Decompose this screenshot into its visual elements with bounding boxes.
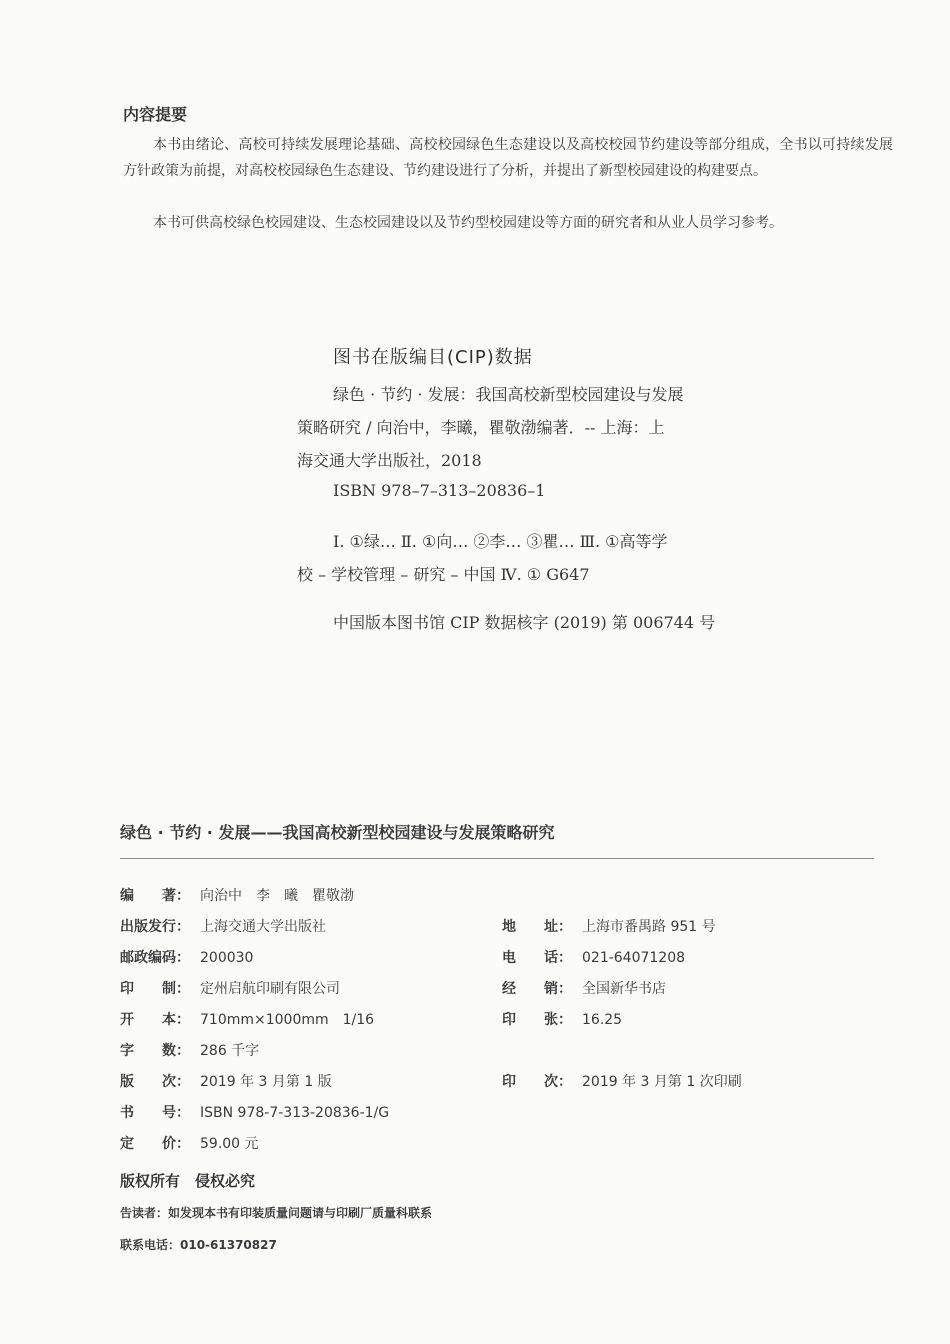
cip-entry-line-3: 海交通大学出版社，2018 (297, 451, 482, 470)
info-label: 版 次： (120, 1074, 190, 1090)
info-value: 上海市番禺路 951 号 (582, 919, 716, 935)
info-label: 字 数： (120, 1043, 190, 1059)
info-label: 邮政编码： (120, 950, 190, 966)
info-value: 286 千字 (200, 1043, 260, 1059)
info-book-number (120, 1102, 389, 1122)
abstract-paragraph-2: 本书可供高校绿色校园建设、生态校园建设以及节约型校园建设等方面的研究者和从业人员学习参考。 (153, 215, 783, 231)
info-value: 全国新华书店 (582, 981, 666, 997)
info-value: ISBN 978-7-313-20836-1/G (200, 1105, 390, 1121)
info-address (502, 916, 716, 936)
info-edition (120, 1071, 332, 1091)
info-label: 电 话： (502, 950, 572, 966)
contact-phone: 联系电话：010-61370827 (120, 1238, 277, 1252)
info-publisher (120, 916, 326, 936)
info-label: 开 本： (120, 1012, 190, 1028)
info-printing (502, 1071, 742, 1091)
info-label: 印 次： (502, 1074, 572, 1090)
info-label: 经 销： (502, 981, 572, 997)
info-value: 021-64071208 (582, 950, 686, 966)
info-editors (120, 885, 354, 905)
info-value: 上海交通大学出版社 (200, 919, 326, 935)
info-phone (502, 947, 685, 967)
divider-rule (120, 858, 874, 859)
info-sheets (502, 1009, 622, 1029)
book-title: 绿色 · 节约 · 发展——我国高校新型校园建设与发展策略研究 (120, 823, 555, 842)
info-label: 印 张： (502, 1012, 572, 1028)
info-value: 200030 (200, 950, 254, 966)
info-label: 地 址： (502, 919, 572, 935)
cip-entry-line-2: 策略研究 / 向治中，李曦，瞿敬渤编著．-- 上海：上 (297, 418, 665, 437)
info-label: 印 制： (120, 981, 190, 997)
cip-subject (297, 525, 747, 591)
cip-entry-line-1: 绿色 · 节约 · 发展：我国高校新型校园建设与发展 (333, 385, 684, 404)
abstract-paragraph-1: 本书由绪论、高校可持续发展理论基础、高校校园绿色生态建设以及高校校园节约建设等部分组成，全书以可持续发展方针政策为前提，对高校校园绿色生态建设、节约建设进行了分析，并提出了新型校园建设的构建要点。 (123, 137, 893, 179)
info-value: 59.00 元 (200, 1136, 259, 1152)
info-format (120, 1009, 374, 1029)
info-value: 2019 年 3 月第 1 版 (200, 1074, 332, 1090)
info-value: 向治中 李 曦 瞿敬渤 (200, 888, 354, 904)
cip-title: 图书在版编目(CIP)数据 (333, 347, 533, 368)
cip-verification: 中国版本图书馆 CIP 数据核字 (2019) 第 006744 号 (333, 613, 716, 632)
info-distributor (502, 978, 666, 998)
info-value: 710mm×1000mm 1/16 (200, 1012, 375, 1028)
info-label: 编 著： (120, 888, 190, 904)
cip-isbn: ISBN 978–7–313–20836–1 (333, 481, 546, 500)
cip-subject-line-2: 校 – 学校管理 – 研究 – 中国 Ⅳ. ① G647 (297, 565, 590, 584)
info-value: 2019 年 3 月第 1 次印刷 (582, 1074, 742, 1090)
info-value: 定州启航印刷有限公司 (200, 981, 340, 997)
info-value: 16.25 (582, 1012, 623, 1028)
abstract-heading: 内容提要 (123, 105, 188, 124)
info-words (120, 1040, 259, 1060)
cip-subject-line-1: Ⅰ. ①绿… Ⅱ. ①向… ②李… ③瞿… Ⅲ. ①高等学 (333, 532, 668, 551)
info-label: 出版发行： (120, 919, 190, 935)
info-label: 书 号： (120, 1105, 190, 1121)
info-price (120, 1133, 259, 1153)
copyright-notice: 版权所有 侵权必究 (120, 1172, 256, 1190)
info-postcode (120, 947, 253, 967)
info-printer (120, 978, 340, 998)
cip-entry (297, 378, 747, 477)
info-label: 定 价： (120, 1136, 190, 1152)
reader-notice: 告读者：如发现本书有印装质量问题请与印刷厂质量科联系 (120, 1206, 433, 1220)
